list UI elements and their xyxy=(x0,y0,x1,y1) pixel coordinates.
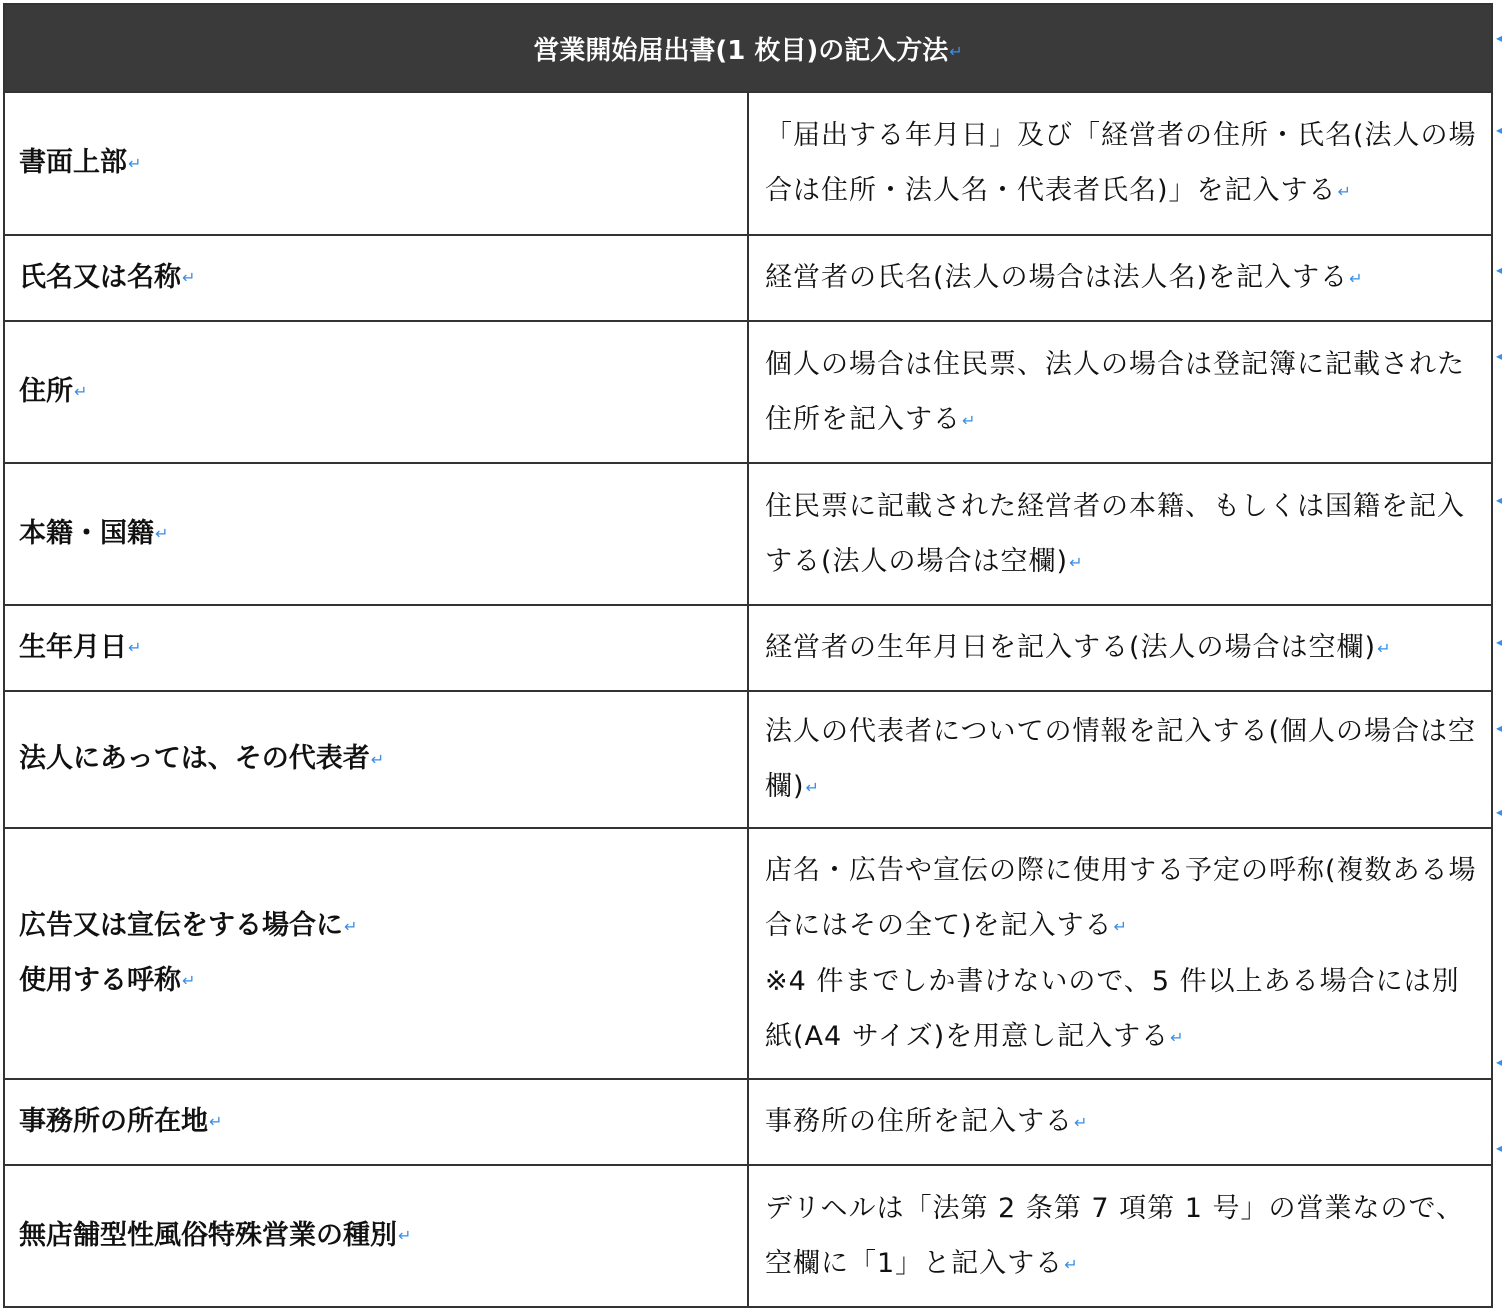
table-row xyxy=(4,691,1492,828)
field-instruction-cell xyxy=(748,691,1492,828)
field-label: 本籍・国籍 xyxy=(19,517,154,549)
return-mark-icon: ↵ xyxy=(182,268,196,288)
field-instruction: デリヘルは「法第 2 条第 7 項第 1 号」の営業なので、空欄に「1」と記入する xyxy=(765,1192,1464,1279)
field-label: 法人にあっては、その代表者 xyxy=(19,743,370,775)
return-mark-icon: ↵ xyxy=(805,778,820,797)
return-mark-icon: ↵ xyxy=(1349,269,1364,288)
field-label: 書面上部 xyxy=(19,147,127,179)
return-mark-icon: ↵ xyxy=(209,1112,223,1132)
title-row xyxy=(4,4,1492,92)
field-label-cell xyxy=(4,235,748,321)
field-label: 生年月日 xyxy=(19,631,127,663)
document xyxy=(3,3,1493,1308)
field-instruction: 経営者の生年月日を記入する(法人の場合は空欄) xyxy=(765,632,1377,663)
field-label-cell xyxy=(4,92,748,235)
field-instruction-cell xyxy=(748,1165,1492,1307)
field-instruction-note: ※4 件までしか書けないので、5 件以上ある場合には別紙(A4 サイズ)を用意し記入する xyxy=(765,965,1460,1052)
edge-marker-icon: ◂ xyxy=(1495,493,1502,507)
table-row xyxy=(4,92,1492,235)
field-label: 広告又は宣伝をする場合に xyxy=(19,910,343,941)
field-instruction: 法人の代表者についての情報を記入する(個人の場合は空欄) xyxy=(765,716,1476,802)
return-mark-icon: ↵ xyxy=(1170,1027,1185,1047)
table-row xyxy=(4,463,1492,605)
table-row xyxy=(4,1079,1492,1165)
edge-marker-icon: ◂ xyxy=(1495,635,1502,649)
field-label-cell xyxy=(4,1165,748,1307)
instructions-table xyxy=(3,3,1493,1308)
field-instruction: 経営者の氏名(法人の場合は法人名)を記入する xyxy=(765,262,1349,293)
return-mark-icon: ↵ xyxy=(962,410,977,430)
field-instruction-cell xyxy=(748,235,1492,321)
return-mark-icon: ↵ xyxy=(155,524,169,544)
table-row xyxy=(4,605,1492,691)
edge-marker-icon: ◂ xyxy=(1495,349,1502,363)
field-instruction-cell xyxy=(748,828,1492,1079)
return-mark-icon: ↵ xyxy=(1113,916,1128,936)
field-label-cell xyxy=(4,1079,748,1165)
edge-marker-icon: ◂ xyxy=(1495,123,1502,137)
field-label-cell xyxy=(4,691,748,828)
field-instruction: 個人の場合は住民票、法人の場合は登記簿に記載された住所を記入する xyxy=(765,348,1465,435)
edge-marker-icon: ◂ xyxy=(1495,805,1502,819)
field-label-cell xyxy=(4,463,748,605)
field-instruction-cell xyxy=(748,463,1492,605)
edge-marker-icon: ◂ xyxy=(1495,31,1502,45)
return-mark-icon: ↵ xyxy=(1377,639,1392,658)
field-label-cell xyxy=(4,828,748,1079)
field-label: 使用する呼称 xyxy=(19,964,181,996)
edge-marker-icon: ◂ xyxy=(1495,263,1502,277)
table-body xyxy=(4,92,1492,1307)
field-label: 事務所の所在地 xyxy=(19,1105,208,1137)
field-label: 無店舗型性風俗特殊営業の種別 xyxy=(19,1219,397,1251)
table-row xyxy=(4,321,1492,463)
field-instruction-cell xyxy=(748,1079,1492,1165)
table-row xyxy=(4,828,1492,1079)
field-label: 住所 xyxy=(19,375,73,407)
return-mark-icon: ↵ xyxy=(1069,552,1084,572)
field-instruction: 「届出する年月日」及び「経営者の住所・氏名(法人の場合は住所・法人名・代表者氏名)」を記入する xyxy=(765,120,1477,206)
return-mark-icon: ↵ xyxy=(949,41,963,61)
edge-marker-icon: ◂ xyxy=(1495,1055,1502,1069)
return-mark-icon: ↵ xyxy=(344,916,358,936)
field-instruction: 住民票に記載された経営者の本籍、もしくは国籍を記入する(法人の場合は空欄) xyxy=(765,490,1465,577)
edge-marker-icon: ◂ xyxy=(1495,1141,1502,1155)
table-title: 営業開始届出書(1 枚目)の記入方法 xyxy=(533,35,949,66)
table-row xyxy=(4,1165,1492,1307)
table-title-cell xyxy=(4,4,1492,92)
return-mark-icon: ↵ xyxy=(182,971,196,990)
table-row xyxy=(4,235,1492,321)
field-label: 氏名又は名称 xyxy=(19,261,181,293)
return-mark-icon: ↵ xyxy=(128,638,142,658)
return-mark-icon: ↵ xyxy=(1074,1113,1089,1132)
return-mark-icon: ↵ xyxy=(1064,1254,1079,1274)
field-label-cell xyxy=(4,605,748,691)
return-mark-icon: ↵ xyxy=(128,153,142,173)
field-label-cell xyxy=(4,321,748,463)
field-instruction-cell xyxy=(748,92,1492,235)
edge-marker-icon: ◂ xyxy=(1495,721,1502,735)
return-mark-icon: ↵ xyxy=(370,749,385,769)
field-instruction: 店名・広告や宣伝の際に使用する予定の呼称(複数ある場合にはその全て)を記入する xyxy=(765,854,1477,941)
field-instruction: 事務所の住所を記入する xyxy=(765,1106,1073,1137)
return-mark-icon: ↵ xyxy=(1337,182,1352,201)
return-mark-icon: ↵ xyxy=(74,382,88,402)
field-instruction-cell xyxy=(748,605,1492,691)
field-instruction-cell xyxy=(748,321,1492,463)
return-mark-icon: ↵ xyxy=(398,1226,412,1246)
